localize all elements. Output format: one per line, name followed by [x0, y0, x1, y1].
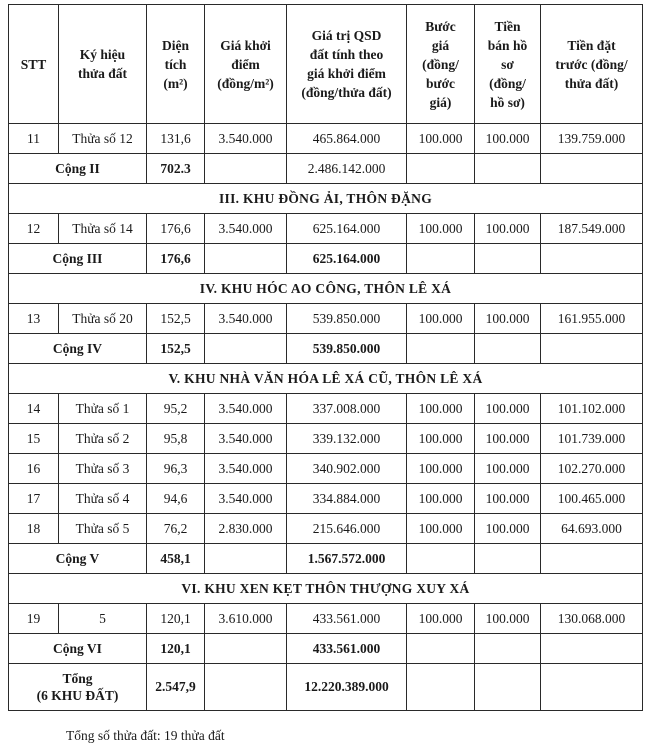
cell-tien-dat-truoc: 139.759.000	[541, 124, 643, 154]
header-gia-tri-qsd	[287, 5, 407, 124]
empty-cell	[541, 244, 643, 274]
empty-cell	[541, 544, 643, 574]
cell-buoc-gia: 100.000	[407, 124, 475, 154]
empty-cell	[475, 154, 541, 184]
section-heading-row	[9, 274, 643, 304]
header-line: Ký hiệu	[79, 47, 126, 62]
header-line: giá)	[429, 94, 452, 110]
empty-cell	[475, 334, 541, 364]
table-row	[9, 604, 643, 634]
header-line: (đồng/	[422, 56, 459, 72]
cell-stt: 14	[9, 394, 59, 424]
cell-ky-hieu: Thửa số 14	[59, 214, 147, 244]
header-line: hồ sơ)	[490, 94, 525, 110]
grand-total-gia-tri: 12.220.389.000	[287, 664, 407, 711]
header-line: tích	[164, 56, 187, 72]
cell-dien-tich: 96,3	[147, 454, 205, 484]
cell-gia-tri: 339.132.000	[287, 424, 407, 454]
cell-gia-tri: 337.008.000	[287, 394, 407, 424]
header-stt: STT	[9, 5, 59, 124]
cell-tien-ho-so: 100.000	[475, 484, 541, 514]
header-line: sơ	[501, 56, 514, 72]
header-line: giá khởi điểm	[307, 66, 386, 81]
empty-cell	[407, 244, 475, 274]
table-row	[9, 514, 643, 544]
cell-ky-hieu: Thửa số 20	[59, 304, 147, 334]
cell-tien-ho-so: 100.000	[475, 214, 541, 244]
header-line: bán hồ	[487, 37, 528, 53]
header-line: trước (đồng/	[555, 56, 628, 72]
cell-tien-ho-so: 100.000	[475, 604, 541, 634]
cell-stt: 18	[9, 514, 59, 544]
header-line: Bước	[425, 18, 456, 34]
cell-tien-ho-so: 100.000	[475, 454, 541, 484]
subtotal-label: Cộng IV	[9, 334, 147, 364]
subtotal-dien-tich: 176,6	[147, 244, 205, 274]
table-row	[9, 484, 643, 514]
cell-tien-dat-truoc: 161.955.000	[541, 304, 643, 334]
header-row	[9, 5, 643, 124]
header-line: bước	[425, 75, 456, 91]
subtotal-gia-tri: 433.561.000	[287, 634, 407, 664]
subtotal-gia-tri: 2.486.142.000	[287, 154, 407, 184]
cell-ky-hieu: Thửa số 12	[59, 124, 147, 154]
cell-buoc-gia: 100.000	[407, 214, 475, 244]
header-line: (m²)	[163, 75, 188, 91]
subtotal-label: Cộng VI	[9, 634, 147, 664]
section-heading: V. KHU NHÀ VĂN HÓA LÊ XÁ CŨ, THÔN LÊ XÁ	[9, 364, 643, 394]
section-heading: III. KHU ĐỒNG ẢI, THÔN ĐẶNG	[9, 184, 643, 214]
header-tien-ban-ho-so	[475, 5, 541, 124]
cell-buoc-gia: 100.000	[407, 304, 475, 334]
cell-stt: 13	[9, 304, 59, 334]
subtotal-row	[9, 154, 643, 184]
empty-cell	[407, 544, 475, 574]
subtotal-row	[9, 244, 643, 274]
cell-stt: 19	[9, 604, 59, 634]
empty-cell	[541, 664, 643, 711]
cell-tien-dat-truoc: 187.549.000	[541, 214, 643, 244]
header-ky-hieu	[59, 5, 147, 124]
header-line: Giá khởi	[220, 37, 271, 53]
header-line: Tiền đặt	[567, 37, 616, 53]
empty-cell	[205, 664, 287, 711]
cell-stt: 16	[9, 454, 59, 484]
cell-stt: 17	[9, 484, 59, 514]
cell-gia-tri: 539.850.000	[287, 304, 407, 334]
empty-cell	[407, 664, 475, 711]
cell-dien-tich: 95,2	[147, 394, 205, 424]
empty-cell	[475, 544, 541, 574]
land-auction-table	[8, 4, 643, 711]
footer-note: Tổng số thửa đất: 19 thửa đất	[66, 728, 225, 743]
subtotal-gia-tri: 625.164.000	[287, 244, 407, 274]
cell-gia-tri: 334.884.000	[287, 484, 407, 514]
document-page	[8, 4, 643, 711]
cell-gia-tri: 340.902.000	[287, 454, 407, 484]
subtotal-row	[9, 544, 643, 574]
empty-cell	[205, 244, 287, 274]
cell-gia-khoi-diem: 3.610.000	[205, 604, 287, 634]
header-line: thửa đất	[78, 66, 127, 81]
cell-tien-dat-truoc: 102.270.000	[541, 454, 643, 484]
cell-ky-hieu: 5	[59, 604, 147, 634]
grand-total-row	[9, 664, 643, 711]
empty-cell	[475, 634, 541, 664]
table-row	[9, 424, 643, 454]
empty-cell	[205, 154, 287, 184]
cell-tien-ho-so: 100.000	[475, 394, 541, 424]
subtotal-label: Cộng V	[9, 544, 147, 574]
cell-tien-dat-truoc: 101.739.000	[541, 424, 643, 454]
header-line: điểm	[231, 56, 260, 72]
empty-cell	[475, 664, 541, 711]
cell-buoc-gia: 100.000	[407, 484, 475, 514]
cell-tien-dat-truoc: 130.068.000	[541, 604, 643, 634]
cell-gia-khoi-diem: 3.540.000	[205, 124, 287, 154]
cell-gia-khoi-diem: 3.540.000	[205, 484, 287, 514]
cell-ky-hieu: Thửa số 4	[59, 484, 147, 514]
cell-gia-khoi-diem: 3.540.000	[205, 394, 287, 424]
cell-tien-dat-truoc: 101.102.000	[541, 394, 643, 424]
grand-total-label-line: (6 KHU ĐẤT)	[36, 688, 119, 703]
table-row	[9, 454, 643, 484]
cell-gia-khoi-diem: 3.540.000	[205, 454, 287, 484]
cell-gia-tri: 625.164.000	[287, 214, 407, 244]
header-line: đất tính theo	[309, 47, 384, 62]
subtotal-gia-tri: 1.567.572.000	[287, 544, 407, 574]
empty-cell	[407, 634, 475, 664]
header-line: giá	[431, 37, 450, 53]
header-line: thửa đất)	[564, 75, 619, 91]
empty-cell	[541, 334, 643, 364]
cell-tien-dat-truoc: 100.465.000	[541, 484, 643, 514]
header-line: Diện	[162, 37, 189, 53]
header-line: (đồng/m²)	[217, 75, 274, 91]
cell-dien-tich: 120,1	[147, 604, 205, 634]
cell-ky-hieu: Thửa số 2	[59, 424, 147, 454]
cell-buoc-gia: 100.000	[407, 604, 475, 634]
header-tien-dat-truoc	[541, 5, 643, 124]
section-heading-row	[9, 574, 643, 604]
empty-cell	[407, 334, 475, 364]
cell-dien-tich: 152,5	[147, 304, 205, 334]
header-line: Giá trị QSD	[311, 28, 382, 43]
cell-tien-ho-so: 100.000	[475, 304, 541, 334]
cell-gia-khoi-diem: 2.830.000	[205, 514, 287, 544]
cell-ky-hieu: Thửa số 3	[59, 454, 147, 484]
cell-gia-khoi-diem: 3.540.000	[205, 214, 287, 244]
cell-buoc-gia: 100.000	[407, 514, 475, 544]
cell-stt: 15	[9, 424, 59, 454]
cell-stt: 12	[9, 214, 59, 244]
cell-gia-khoi-diem: 3.540.000	[205, 304, 287, 334]
empty-cell	[541, 154, 643, 184]
cell-tien-dat-truoc: 64.693.000	[541, 514, 643, 544]
cell-ky-hieu: Thửa số 5	[59, 514, 147, 544]
subtotal-label: Cộng III	[9, 244, 147, 274]
subtotal-row	[9, 334, 643, 364]
section-heading-row	[9, 364, 643, 394]
subtotal-row	[9, 634, 643, 664]
cell-dien-tich: 176,6	[147, 214, 205, 244]
cell-gia-tri: 433.561.000	[287, 604, 407, 634]
cell-buoc-gia: 100.000	[407, 424, 475, 454]
table-row	[9, 394, 643, 424]
subtotal-dien-tich: 120,1	[147, 634, 205, 664]
empty-cell	[475, 244, 541, 274]
cell-gia-tri: 215.646.000	[287, 514, 407, 544]
empty-cell	[205, 544, 287, 574]
header-line: (đồng/	[489, 75, 526, 91]
empty-cell	[205, 634, 287, 664]
subtotal-label: Cộng II	[9, 154, 147, 184]
empty-cell	[407, 154, 475, 184]
cell-dien-tich: 95,8	[147, 424, 205, 454]
cell-tien-ho-so: 100.000	[475, 514, 541, 544]
empty-cell	[205, 334, 287, 364]
cell-buoc-gia: 100.000	[407, 394, 475, 424]
cell-dien-tich: 94,6	[147, 484, 205, 514]
cell-gia-tri: 465.864.000	[287, 124, 407, 154]
header-gia-khoi-diem	[205, 5, 287, 124]
grand-total-label-line: Tổng	[62, 671, 93, 686]
subtotal-dien-tich: 152,5	[147, 334, 205, 364]
subtotal-dien-tich: 702.3	[147, 154, 205, 184]
section-heading: IV. KHU HÓC AO CÔNG, THÔN LÊ XÁ	[9, 274, 643, 304]
grand-total-label	[9, 664, 147, 711]
header-line: (đồng/thửa đất)	[301, 85, 392, 100]
cell-dien-tich: 131,6	[147, 124, 205, 154]
subtotal-gia-tri: 539.850.000	[287, 334, 407, 364]
table-row	[9, 304, 643, 334]
cell-buoc-gia: 100.000	[407, 454, 475, 484]
cell-dien-tich: 76,2	[147, 514, 205, 544]
empty-cell	[541, 634, 643, 664]
cell-ky-hieu: Thửa số 1	[59, 394, 147, 424]
cell-tien-ho-so: 100.000	[475, 424, 541, 454]
cell-gia-khoi-diem: 3.540.000	[205, 424, 287, 454]
header-dien-tich	[147, 5, 205, 124]
header-line: Tiền	[494, 18, 521, 34]
section-heading-row	[9, 184, 643, 214]
table-row	[9, 124, 643, 154]
subtotal-dien-tich: 458,1	[147, 544, 205, 574]
cell-tien-ho-so: 100.000	[475, 124, 541, 154]
cell-stt: 11	[9, 124, 59, 154]
header-buoc-gia	[407, 5, 475, 124]
section-heading: VI. KHU XEN KẸT THÔN THƯỢNG XUY XÁ	[9, 574, 643, 604]
table-row	[9, 214, 643, 244]
grand-total-dien-tich: 2.547,9	[147, 664, 205, 711]
